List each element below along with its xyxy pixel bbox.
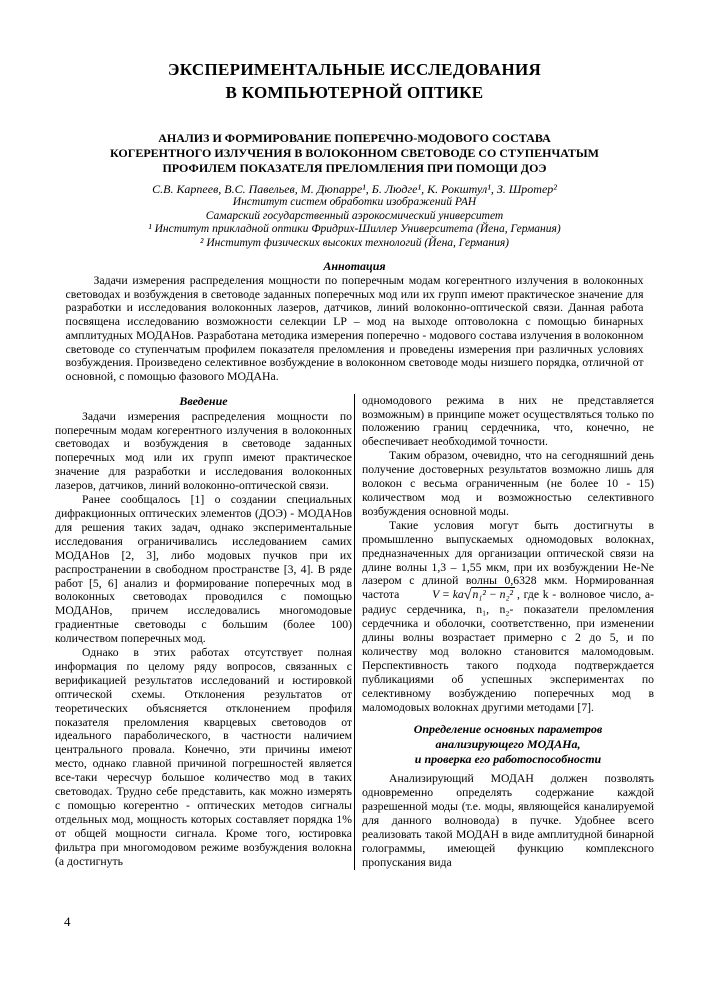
paragraph-formula xyxy=(362,519,654,715)
left-column xyxy=(55,394,352,870)
abstract-heading: Аннотация xyxy=(323,259,386,273)
journal-title-line-2: В КОМПЬЮТЕРНОЙ ОПТИКЕ xyxy=(225,83,484,102)
square-root-sign: √ xyxy=(463,588,472,604)
two-column-body xyxy=(55,394,655,870)
affiliation-line: ² Институт физических высоких технологий (Йена, Германия) xyxy=(200,236,509,249)
formula-radicand: n₁² − n₂² xyxy=(472,588,514,602)
article-title-line-1: АНАЛИЗ И ФОРМИРОВАНИЕ ПОПЕРЕЧНО-МОДОВОГО СОСТАВА xyxy=(158,131,551,145)
affiliation-line: Самарский государственный аэрокосмический университет xyxy=(205,209,504,222)
right-column xyxy=(362,394,654,870)
paragraph-formula-before: Такие условия могут быть достигнуты в промышленно выпускаемых одномодовых волокнах, предназначенных для организации оптической связи на длине волны 1,3 – 1,55 мкм, при их возбуждении He-Ne лазером с длиной волны 0,6328 мкм. Нормированная частота xyxy=(362,518,654,602)
formula-lhs: V = ka xyxy=(432,588,464,602)
paragraph-intro-3: Однако в этих работах отсутствует полная информация по целому ряду вопросов, связанных с верификацией результатов исследований и юстировкой оптической схемы. Отклонения результатов от теоретических объясняется отклонением профиля показателя преломления кварцевых световодов от идеального параболического, в частности наличием центрального провала. Конечно, эти причины имеют место, однако главной причиной погрешностей является все-таки чересчур большое количество мод в таких световодах. Трудно себе представить, как можно измерять с помощью когерентно - оптических методов сигналы отдельных мод, мощность которых составляет порядка 1% от общей мощности сигнала. Кроме того, юстировка фильтра при многомодовом режиме возбуждения волокна (а достигнуть xyxy=(55,646,352,868)
article-title-line-2: КОГЕРЕНТНОГО ИЗЛУЧЕНИЯ В ВОЛОКОННОМ СВЕТОВОДЕ СО СТУПЕНЧАТЫМ xyxy=(109,146,600,160)
section-heading-modan-parameters xyxy=(362,722,654,767)
article-title-line-3: ПРОФИЛЕМ ПОКАЗАТЕЛЯ ПРЕЛОМЛЕНИЯ ПРИ ПОМОЩИ ДОЭ xyxy=(162,161,547,175)
column-divider xyxy=(354,394,355,870)
affiliation-line: ¹ Институт прикладной оптики Фридрих-Шиллер Университета (Йена, Германия) xyxy=(148,223,561,235)
authors-line: С.В. Карпеев, В.С. Павельев, М. Дюпарре¹, Б. Людге¹, К. Рокштул¹, З. Шротер² xyxy=(152,182,557,196)
journal-title-line-1: ЭКСПЕРИМЕНТАЛЬНЫЕ ИССЛЕДОВАНИЯ xyxy=(167,60,542,79)
normalized-frequency-formula xyxy=(403,588,517,603)
paragraph-analyzing-modan: Анализирующий МОДАН должен позволять одновременно определять содержание каждой разрешенной моды (т.е. моды, являющейся каналируемой для данного волновода) в пучке. Удобнее всего реализовать такой МОДАН в виде амплитудной бинарной голограммы, имеющей функцию комплексного пропускания вида xyxy=(362,772,654,869)
article-title xyxy=(0,131,709,176)
section-heading-line-3: и проверка его работоспособности xyxy=(414,752,602,767)
paragraph-formula-after: , где k - волновое число, a-радиус сердечника, n₁, n₂- показатели преломления сердечника и оболочки, соответственно, при изменении длины волны возрастает примерно с 2 до 5, и по количеству мод волокно становится маломодовым. Перспективность такого подхода подтверждается публикациями об успешных экспериментах по селективному возбуждению поперечных мод в маломодовых волокнах другими методами [7]. xyxy=(362,588,654,714)
section-heading-line-1: Определение основных параметров xyxy=(413,722,603,737)
affiliations-block xyxy=(0,196,709,250)
affiliation-line: Институт систем обработки изображений РАН xyxy=(232,196,477,208)
paragraph-intro-2: Ранее сообщалось [1] о создании специальных дифракционных оптических элементов (ДОЭ) - МОДАНов для решения таких задач, однако экспериментальные исследования ограничивались исследованием самих МОДАНов [2, 3], либо модовых пучков при их распространении в свободном пространстве [3, 4]. В ряде работ [5, 6] анализ и формирование поперечных мод в волоконных световодах проводился с помощью МОДАНов, причем исследовались многомодовые градиентные световоды с большим (более 100) количеством поперечных мод. xyxy=(55,493,352,646)
paragraph-fibers: Таким образом, очевидно, что на сегодняшний день получение достоверных результатов возможно лишь для волокон с весьма ограниченным (не более 10 - 15) количеством мод и возможностью селективного возбуждения основной моды. xyxy=(362,449,654,518)
page-number: 4 xyxy=(64,914,71,929)
paragraph-continuation: одномодового режима в них не представляется возможным) в принципе может осуществляться только по положению границ сердечника, что, конечно, не обеспечивает необходимой точности. xyxy=(362,393,654,449)
paragraph-intro-1: Задачи измерения распределения мощности по поперечным модам когерентного излучения в волоконных световодах и возбуждения в световоде заданных поперечных мод или их групп имеют практическое значение для разработки и исследования волоконных лазеров, датчиков, линий волоконно-оптической связи. xyxy=(55,409,352,493)
journal-section-title xyxy=(0,0,709,104)
abstract-text: Задачи измерения распределения мощности по поперечным модам когерентного излучения в волоконных световодах и возбуждения в световоде заданных поперечных мод или их групп имеют практическое значение для разработки и исследования волоконных лазеров, датчиков, линий волоконно-оптической связи. Данная работа посвящена исследованию возможности селекции LP – мод на выходе оптоволокна с помощью бинарных амплитудных МОДАНов. Разработана методика измерения поперечно - модового состава излучения в волоконном световоде со ступенчатым профилем показателя преломления и проведены измерения при различных условиях возбуждения. Произведено селективное возбуждение в волоконном световоде моды низшего порядка, отличной от основной, с помощью фазового МОДАНа. xyxy=(65,273,644,383)
section-heading-line-2: анализирующего МОДАНа, xyxy=(435,737,581,752)
section-heading-introduction: Введение xyxy=(179,393,228,408)
